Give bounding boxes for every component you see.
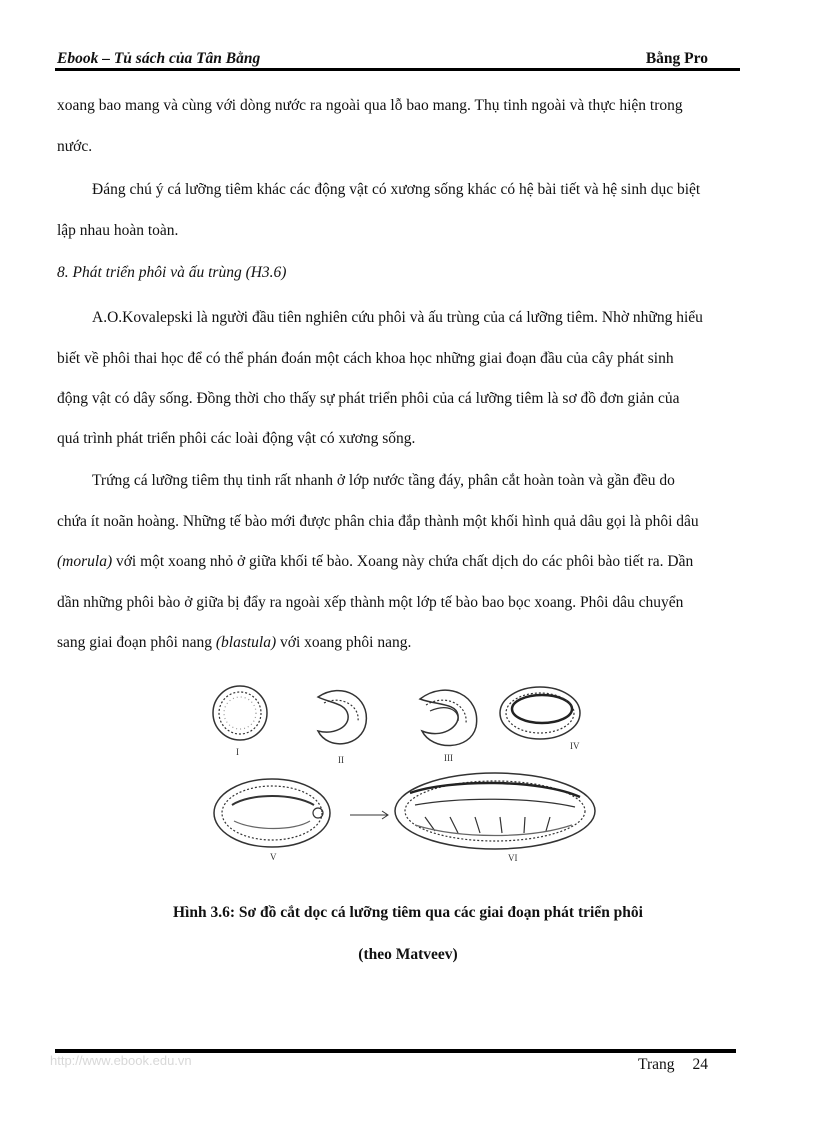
- stage-label: II: [338, 755, 344, 765]
- paragraph-line: Trứng cá lưỡng tiêm thụ tinh rất nhanh ở lớp nước tầng đáy, phân cắt hoàn toàn và gần đều do: [92, 472, 675, 489]
- header-author: Bằng Pro: [645, 50, 708, 67]
- header-rule: [55, 68, 740, 71]
- paragraph-line: lập nhau hoàn toàn.: [57, 222, 179, 239]
- paragraph-line: biết về phôi thai học để có thể phán đoán một cách khoa học những giai đoạn đầu của cây phát sinh: [57, 350, 674, 367]
- paragraph-line: động vật có dây sống. Đồng thời cho thấy sự phát triển phôi của cá lưỡng tiêm là sơ đồ đơn giản của: [57, 390, 680, 407]
- embryo-diagram: [210, 675, 600, 870]
- stage-3-gastrula: [420, 690, 477, 745]
- page-value: 24: [692, 1056, 708, 1073]
- paragraph-text: với một xoang nhỏ ở giữa khối tế bào. Xoang này chứa chất dịch do các phôi bào tiết ra. Dần: [112, 553, 694, 570]
- stage-5-embryo: [214, 779, 330, 847]
- paragraph-line: quá trình phát triển phôi các loài động vật có xương sống.: [57, 430, 416, 447]
- term-morula: (morula): [57, 553, 113, 570]
- paragraph-text: với xoang phôi nang.: [276, 634, 412, 651]
- figure-caption-source: (theo Matveev): [358, 946, 458, 963]
- paragraph-line: chứa ít noãn hoàng. Những tế bào mới được phân chia đắp thành một khối hình quả dâu gọi là phôi dâu: [57, 513, 699, 530]
- paragraph-line: nước.: [57, 138, 93, 155]
- header-title: Ebook – Tủ sách của Tân Bằng: [57, 50, 261, 67]
- term-blastula: (blastula): [215, 634, 277, 651]
- stage-6-larva: [395, 773, 595, 849]
- page-number: [638, 1056, 708, 1074]
- stage-label: IV: [570, 741, 580, 751]
- stage-label: I: [236, 747, 239, 757]
- stage-1-blastula: [213, 686, 267, 740]
- page-label: Trang: [638, 1056, 675, 1073]
- paragraph-line: dần những phôi bào ở giữa bị đẩy ra ngoài xếp thành một lớp tế bào bao bọc xoang. Phôi dâu chuyển: [57, 594, 684, 611]
- section-heading: 8. Phát triển phôi và ấu trùng (H3.6): [57, 264, 287, 281]
- paragraph-line: A.O.Kovalepski là người đầu tiên nghiên cứu phôi và ấu trùng của cá lưỡng tiêm. Nhờ những hiểu: [92, 309, 703, 326]
- paragraph-text: sang giai đoạn phôi nang: [57, 634, 216, 651]
- stage-label: VI: [508, 853, 518, 863]
- figure-caption: Hình 3.6: Sơ đồ cắt dọc cá lưỡng tiêm qua các giai đoạn phát triển phôi: [173, 904, 643, 921]
- paragraph-line: [57, 634, 411, 652]
- paragraph-line: [57, 553, 693, 571]
- footer-url-watermark: http://www.ebook.edu.vn: [50, 1053, 192, 1068]
- paragraph-line: Đáng chú ý cá lưỡng tiêm khác các động vật có xương sống khác có hệ bài tiết và hệ sinh dục biệt: [92, 181, 701, 198]
- stage-label: V: [270, 852, 277, 862]
- paragraph-line: xoang bao mang và cùng với dòng nước ra ngoài qua lỗ bao mang. Thụ tinh ngoài và thực hiện trong: [57, 97, 683, 114]
- stage-2-gastrula: [318, 691, 366, 744]
- stage-4-embryo: [500, 687, 580, 739]
- stage-label: III: [444, 753, 453, 763]
